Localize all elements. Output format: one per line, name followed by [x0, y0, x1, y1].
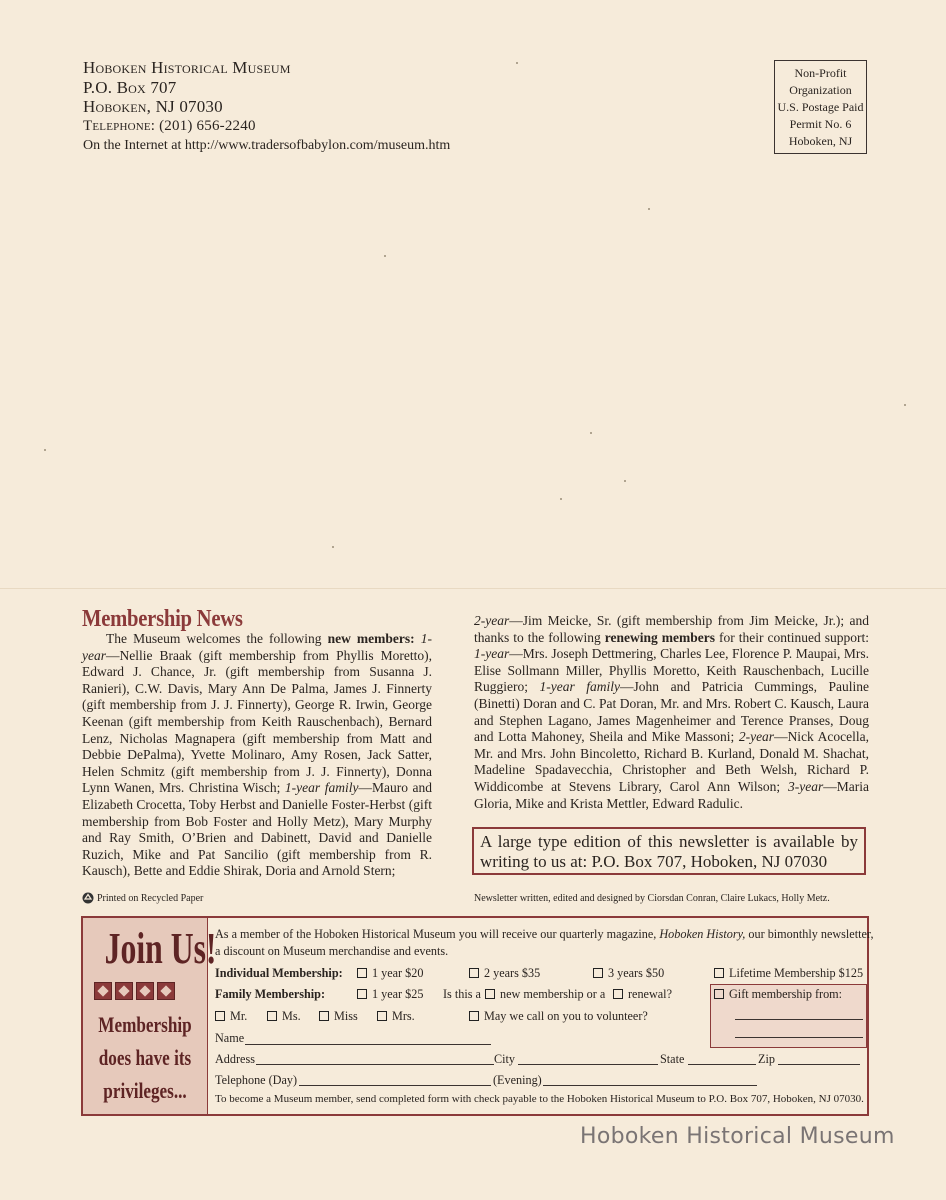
checkbox-icon[interactable]: [714, 989, 724, 999]
join-us-panel: [83, 918, 217, 1114]
mrs-label: Mrs.: [392, 1009, 415, 1023]
state-field[interactable]: [688, 1064, 756, 1065]
checkbox-icon[interactable]: [469, 968, 479, 978]
news-column-right: [474, 613, 869, 812]
postage-line: Hoboken, NJ: [788, 134, 853, 148]
join-us-title: Join Us!: [104, 924, 217, 973]
diamond-tile-icon: [115, 982, 133, 1000]
postage-indicia: [774, 60, 867, 154]
privileges-tagline: privileges...: [103, 1078, 187, 1103]
ind-1year-checkbox[interactable]: [357, 966, 423, 981]
membership-tagline: Membership: [98, 1012, 192, 1037]
ind-3year-checkbox[interactable]: [593, 966, 664, 981]
evening-label: (Evening): [493, 1073, 542, 1087]
checkbox-icon[interactable]: [319, 1011, 329, 1021]
ind-3year-label: 3 years $50: [608, 966, 665, 980]
paper-speck: [904, 404, 906, 406]
checkbox-icon[interactable]: [267, 1011, 277, 1021]
volunteer-label: May we call on you to volunteer?: [484, 1009, 648, 1023]
volunteer-checkbox[interactable]: [469, 1009, 648, 1024]
news-text: for their continued support:: [715, 629, 869, 645]
name-field[interactable]: [245, 1044, 491, 1045]
news-bold: new members:: [327, 631, 415, 646]
miss-label: Miss: [334, 1009, 358, 1023]
address-field[interactable]: [256, 1064, 494, 1065]
news-italic: 1-year: [82, 631, 432, 663]
gift-checkbox[interactable]: [714, 987, 842, 1002]
telephone-day-field[interactable]: [299, 1085, 491, 1086]
ind-2year-label: 2 years $35: [484, 966, 541, 980]
website-line: On the Internet at http://www.tradersofbabylon.com/museum.htm: [83, 138, 451, 153]
recycle-icon: [82, 892, 94, 904]
diamond-tile-icon: [94, 982, 112, 1000]
city-field[interactable]: [518, 1064, 658, 1065]
news-text: —Nick Acocella, Mr. and Mrs. John Bincoletto, Richard B. Kurland, Donald M. Shachat, Madeline Spadavecchia, Christopher and Beth Welsh, Richard P. Widdicombe at Stevens Library, Carol Ann Wilson;: [474, 729, 869, 794]
telephone-evening-field[interactable]: [543, 1085, 757, 1086]
checkbox-icon[interactable]: [215, 1011, 225, 1021]
family-label: [215, 987, 325, 1002]
checkbox-icon[interactable]: [593, 968, 603, 978]
news-italic: 1-year family: [539, 679, 621, 695]
title-mr-checkbox[interactable]: [215, 1009, 247, 1024]
diamond-tile-icon: [136, 982, 154, 1000]
ms-label: Ms.: [282, 1009, 301, 1023]
ind-1year-label: 1 year $20: [372, 966, 424, 980]
telephone-day-label: Telephone (Day): [215, 1073, 298, 1087]
news-italic: 3-year: [788, 778, 824, 794]
is-this-label: [443, 987, 481, 1002]
fam-1year-label: 1 year $25: [372, 987, 424, 1001]
news-italic: 1-year: [474, 646, 510, 662]
title-miss-checkbox[interactable]: [319, 1009, 358, 1024]
checkbox-icon[interactable]: [485, 989, 495, 999]
intro-text: our bimonthly newsletter,: [745, 927, 874, 941]
news-text: The Museum welcomes the following: [106, 631, 328, 646]
renewal-label: renewal?: [628, 987, 672, 1001]
address-label: Address: [215, 1052, 255, 1066]
city-line: Hoboken, NJ 07030: [83, 97, 223, 116]
news-text: —Mrs. Joseph Dettmering, Charles Lee, Florence P. Maupai, Mrs. Elise Sollmann Miller, Phyllis Moretto, Keith Rauschenbach, Lucille Ruggiero;: [474, 646, 869, 695]
postage-line: Organization: [789, 83, 852, 97]
gift-line[interactable]: [735, 1019, 863, 1020]
family-label-text: Family Membership:: [215, 987, 326, 1001]
fam-1year-checkbox[interactable]: [357, 987, 423, 1002]
title-mrs-checkbox[interactable]: [377, 1009, 415, 1024]
fold-line: [0, 588, 946, 589]
paper-speck: [590, 432, 592, 434]
org-name: Hoboken Historical Museum: [83, 58, 291, 77]
diamond-tile-icon: [157, 982, 175, 1000]
paper-speck: [648, 208, 650, 210]
watermark: Hoboken Historical Museum: [580, 1124, 895, 1149]
news-italic: 2-year: [474, 613, 510, 628]
gift-line[interactable]: [735, 1037, 863, 1038]
intro-text: As a member of the Hoboken Historical Museum you will receive our quarterly magazine,: [215, 927, 660, 941]
new-membership-label: new membership or a: [500, 987, 606, 1001]
checkbox-icon[interactable]: [357, 968, 367, 978]
news-text: —Maria Gloria, Mike and Krista Mettler, Edward Radulic.: [474, 778, 869, 811]
checkbox-icon[interactable]: [469, 1011, 479, 1021]
paper-speck: [624, 480, 626, 482]
title-ms-checkbox[interactable]: [267, 1009, 301, 1024]
news-italic: 1-year family: [284, 780, 359, 796]
postage-line: Non-Profit: [794, 66, 847, 80]
paper-speck: [516, 62, 518, 64]
return-address: [83, 58, 450, 156]
news-bold: renewing members: [604, 629, 715, 645]
news-text: —Nellie Braak (gift membership from Phyllis Moretto), Edward J. Chance, Jr. (gift membership from Susanna J. Ranieri), C.W. Davis, Mary Ann De Palma, James J. Finnerty (gift membership from J. J. Finnerty), George R. Irwin, George Keenan (gift membership from Keith Rauschenbach), Bernard Lenz, Nicholas Magnapera (gift membership from Matt and Debbie DePalma), Yvette Molinaro, Amy Rosen, Jack Satter, Helen Schmitz (gift membership from J. J. Finnerty), Donna Lynn Wanen, Mrs. Christina Wisch;: [82, 647, 432, 796]
form-intro: [215, 927, 874, 942]
new-membership-checkbox[interactable]: [485, 987, 605, 1002]
membership-form: [81, 916, 874, 1116]
news-text: —Jim Meicke, Sr. (gift membership from Jim Meicke, Jr.); and thanks to the following: [474, 613, 869, 645]
state-label: State: [660, 1052, 685, 1066]
gift-membership-box: [710, 984, 867, 1048]
recycled-text: Printed on Recycled Paper: [97, 892, 204, 904]
paper-speck: [44, 449, 46, 451]
checkbox-icon[interactable]: [357, 989, 367, 999]
ind-2year-checkbox[interactable]: [469, 966, 540, 981]
postage-line: U.S. Postage Paid: [777, 100, 864, 114]
recycled-note: [82, 892, 203, 904]
large-type-notice: A large type edition of this newsletter is available by writing to us at: P.O. Box 707, Hoboken, NJ 07030: [472, 827, 866, 875]
news-column-left: [82, 631, 432, 880]
form-footer: To become a Museum member, send completed form with check payable to the Hoboken Historical Museum to P.O. Box 707, Hoboken, NJ 07030.: [215, 1093, 864, 1105]
paper-speck: [384, 255, 386, 257]
paper-speck: [332, 546, 334, 548]
lifetime-label: Lifetime Membership $125: [729, 966, 864, 980]
newsletter-credits: Newsletter written, edited and designed by Ciorsdan Conran, Claire Lukacs, Holly Metz.: [474, 893, 830, 904]
renewal-checkbox[interactable]: [613, 987, 672, 1002]
form-intro-2: a discount on Museum merchandise and events.: [215, 944, 449, 958]
lifetime-checkbox[interactable]: [714, 966, 863, 981]
intro-magazine: Hoboken History,: [659, 927, 746, 941]
zip-label: Zip: [758, 1052, 775, 1066]
checkbox-icon[interactable]: [714, 968, 724, 978]
checkbox-icon[interactable]: [377, 1011, 387, 1021]
postage-line: Permit No. 6: [789, 117, 852, 131]
mr-label: Mr.: [230, 1009, 248, 1023]
city-label: City: [494, 1052, 515, 1066]
news-italic: 2-year: [738, 729, 775, 745]
news-text: —John and Patricia Cummings, Pauline (Binetti) Doran and C. Pat Doran, Mr. and Mrs. Robert C. Kausch, Laura and Stephen Lagano, James Magenheimer and Terence Pranses, Doug and Lotta Mahoney, Sheila and Mike Massoni;: [474, 679, 870, 745]
individual-label: [215, 966, 343, 981]
news-text: —Mauro and Elizabeth Crocetta, Toby Herbst and Danielle Foster-Herbst (gift membership from Bob Foster and Holly Metz), Mary Murphy and Ray Smith, O’Brien and Dabinett, David and Danielle Ruzich, Mike and Pat Sancilio (gift membership from R. Kausch), Bette and Eddie Shirak, Doria and Arnold Stern;: [82, 780, 433, 879]
paper-speck: [560, 498, 562, 500]
decorative-tiles: [94, 982, 175, 1000]
zip-field[interactable]: [778, 1064, 860, 1065]
gift-label: Gift membership from:: [729, 987, 843, 1001]
is-this-text: Is this a: [443, 987, 481, 1001]
checkbox-icon[interactable]: [613, 989, 623, 999]
does-have-tagline: does have its: [98, 1045, 192, 1070]
membership-news-heading: Membership News: [82, 606, 243, 632]
name-label: Name: [215, 1031, 245, 1045]
phone-line: Telephone: (201) 656-2240: [83, 117, 256, 134]
individual-label-text: Individual Membership:: [215, 966, 343, 980]
po-box: P.O. Box 707: [83, 77, 177, 97]
